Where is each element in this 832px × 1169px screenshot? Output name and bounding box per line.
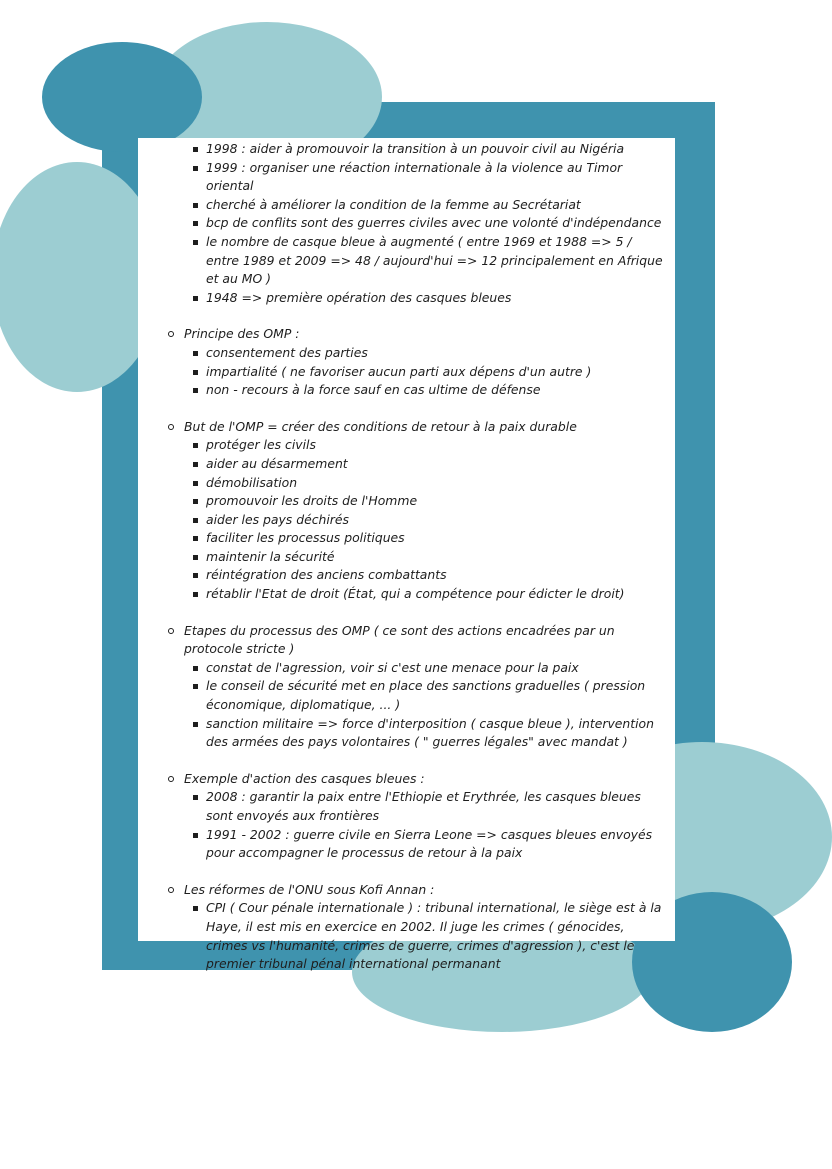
section-etapes	[168, 622, 665, 752]
decorative-blob	[42, 42, 202, 152]
list-item: 1991 - 2002 : guerre civile en Sierra Leone => casques bleues envoyés pour accompagner le processus de retour à la paix	[206, 826, 665, 863]
list-item: CPI ( Cour pénale internationale ) : tribunal international, le siège est à la Haye, il est mis en exercice en 2002. Il juge les crimes ( génocides, crimes vs l'humanité, crimes de guerre, crimes d'agression ), c'est le premier tribunal pénal international permanant	[206, 899, 665, 973]
section-but	[168, 418, 665, 604]
list-item: protéger les civils	[206, 436, 665, 455]
list-item: impartialité ( ne favoriser aucun parti aux dépens d'un autre )	[206, 363, 665, 382]
list-item: aider au désarmement	[206, 455, 665, 474]
list-item: le nombre de casque bleue à augmenté ( entre 1969 et 1988 => 5 / entre 1989 et 2009 => 48 / aujourd'hui => 12 principalement en Afrique et au MO )	[206, 233, 665, 289]
section-title: Exemple d'action des casques bleues :	[184, 770, 425, 786]
section-principe	[168, 325, 665, 399]
list-item: rétablir l'Etat de droit (État, qui a compétence pour édicter le droit)	[206, 585, 665, 604]
section-title: Les réformes de l'ONU sous Kofi Annan :	[184, 881, 435, 897]
list-item: faciliter les processus politiques	[206, 529, 665, 548]
intro-list	[168, 138, 665, 307]
list-item: le conseil de sécurité met en place des sanctions graduelles ( pression économique, diplomatique, ... )	[206, 677, 665, 714]
list-item: consentement des parties	[206, 344, 665, 363]
section-list	[184, 788, 665, 862]
list-item: cherché à améliorer la condition de la femme au Secrétariat	[206, 196, 665, 215]
list-item: réintégration des anciens combattants	[206, 566, 665, 585]
list-item: démobilisation	[206, 474, 665, 493]
list-item: 2008 : garantir la paix entre l'Ethiopie et Erythrée, les casques bleues sont envoyés aux frontières	[206, 788, 665, 825]
list-item: maintenir la sécurité	[206, 548, 665, 567]
section-title: Principe des OMP :	[184, 326, 300, 342]
list-item: 1999 : organiser une réaction internationale à la violence au Timor oriental	[206, 159, 665, 196]
section-title: Etapes du processus des OMP ( ce sont des actions encadrées par un protocole stricte )	[184, 622, 615, 657]
list-item: constat de l'agression, voir si c'est une menace pour la paix	[206, 659, 665, 678]
list-item: bcp de conflits sont des guerres civiles avec une volonté d'indépendance	[206, 214, 665, 233]
list-item: sanction militaire => force d'interposition ( casque bleue ), intervention des armées des pays volontaires ( " guerres légales" avec mandat )	[206, 715, 665, 752]
document-content	[138, 138, 675, 974]
list-item: non - recours à la force sauf en cas ultime de défense	[206, 381, 665, 400]
section-list	[184, 899, 665, 973]
list-item: 1998 : aider à promouvoir la transition à un pouvoir civil au Nigéria	[206, 140, 665, 159]
list-item: promouvoir les droits de l'Homme	[206, 492, 665, 511]
section-reformes	[168, 881, 665, 974]
document-page	[138, 138, 675, 972]
section-list	[184, 659, 665, 752]
list-item: 1948 => première opération des casques bleues	[206, 289, 665, 308]
section-exemple	[168, 770, 665, 863]
list-item: aider les pays déchirés	[206, 511, 665, 530]
section-list	[184, 344, 665, 400]
section-list	[184, 436, 665, 603]
section-title: But de l'OMP = créer des conditions de retour à la paix durable	[184, 418, 577, 434]
